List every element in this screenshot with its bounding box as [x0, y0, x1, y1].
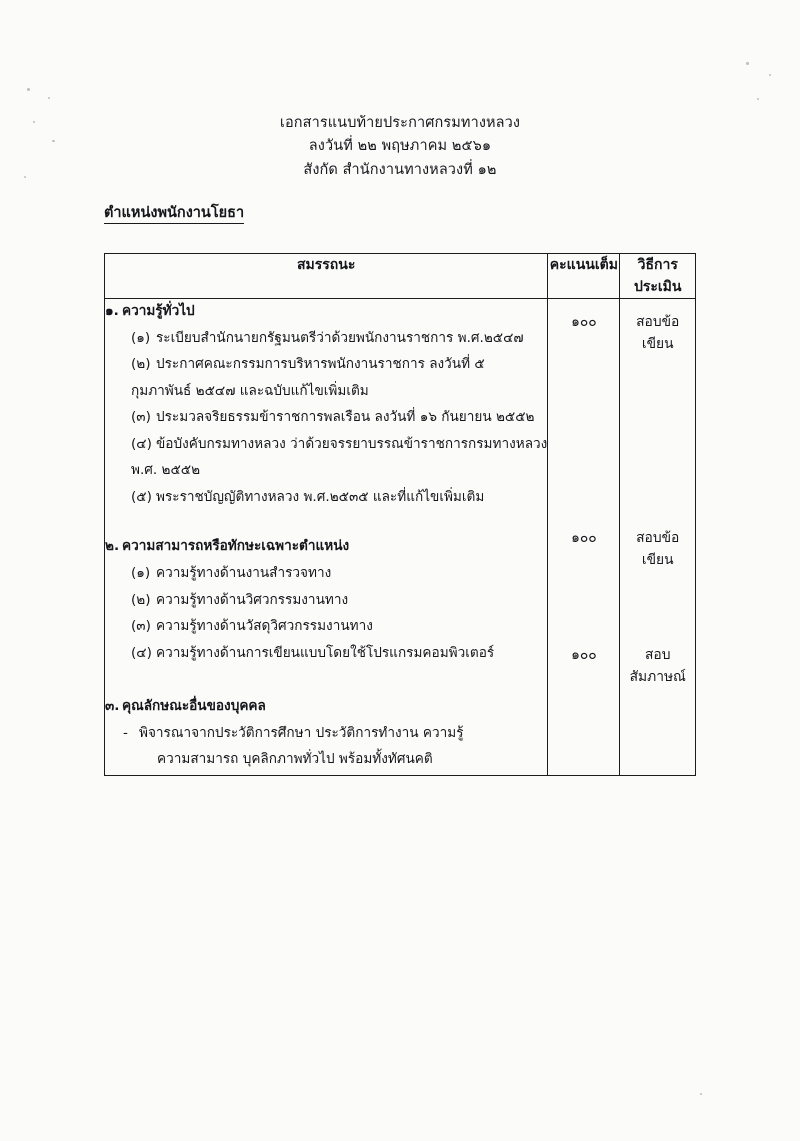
competency-cell [105, 299, 548, 776]
item-continuation: พ.ศ. ๒๕๕๒ [131, 462, 201, 479]
item-continuation: กุมภาพันธ์ ๒๕๔๗ และฉบับแก้ไขเพิ่มเติม [131, 382, 369, 399]
scan-speckle [746, 62, 749, 65]
column-header-competency: สมรรถนะ [105, 254, 548, 299]
method-cell [620, 299, 696, 776]
section-3-label: คุณลักษณะอื่นของบุคคล [122, 698, 266, 715]
section-2-title [105, 534, 547, 560]
column-header-score: คะแนนเต็ม [548, 254, 620, 299]
item-marker: (๑) [131, 329, 151, 346]
list-item [131, 404, 547, 431]
section-gap [105, 668, 547, 694]
table-header [105, 254, 696, 299]
item-text: ความรู้ทางด้านการเขียนแบบโดยใช้โปรแกรมคอมพิวเตอร์ [156, 644, 495, 661]
section-3-detail [105, 720, 547, 773]
section-1 [105, 299, 547, 510]
score-section-1: ๑๐๐ [571, 314, 597, 330]
section-2-label: ความสามารถหรือทักษะเฉพาะตำแหน่ง [122, 538, 350, 555]
method-section-1: สอบข้อเขียน [636, 314, 680, 352]
item-text: ความรู้ทางด้านวิศวกรรมงานทาง [156, 591, 349, 608]
item-text: ประมวลจริยธรรมข้าราชการพลเรือน ลงวันที่ ๑๖ กันยายน ๒๕๕๒ [156, 409, 535, 426]
table-header-row [105, 254, 696, 299]
item-text: ข้อบังคับกรมทางหลวง ว่าด้วยจรรยาบรรณข้าราชการกรมทางหลวง [156, 435, 548, 452]
section-1-number: ๑. [105, 303, 119, 319]
item-text: ระเบียบสำนักนายกรัฐมนตรีว่าด้วยพนักงานราชการ พ.ศ.๒๕๔๗ [156, 329, 524, 346]
score-section-2: ๑๐๐ [571, 530, 597, 546]
scan-speckle [700, 1093, 702, 1095]
section-3-title [105, 694, 547, 720]
header-line-1: เอกสารแนบท้ายประกาศกรมทางหลวง [279, 115, 521, 131]
item-marker: (๒) [131, 356, 151, 373]
list-item [131, 640, 547, 667]
score-cell [548, 299, 620, 776]
detail-line-1: พิจารณาจากประวัติการศึกษา ประวัติการทำงาน ความรู้ [139, 724, 464, 741]
header-line-3: สังกัด สำนักงานทางหลวงที่ ๑๒ [303, 161, 497, 178]
section-1-label: ความรู้ทั่วไป [122, 303, 195, 319]
dash-marker: - [123, 724, 128, 741]
section-1-items [105, 325, 547, 511]
section-2 [105, 534, 547, 666]
list-item [131, 325, 547, 352]
item-text: ประกาศคณะกรรมการบริหารพนักงานราชการ ลงวันที่ ๕ [156, 356, 485, 373]
header-line-2: ลงวันที่ ๒๒ พฤษภาคม ๒๕๖๑ [308, 138, 492, 155]
list-item [131, 587, 547, 614]
list-item [131, 613, 547, 640]
list-item [131, 560, 547, 587]
list-item [131, 431, 547, 458]
table-row [105, 299, 696, 776]
item-text: พระราชบัญญัติทางหลวง พ.ศ.๒๕๓๕ และที่แก้ไขเพิ่มเติม [156, 488, 485, 505]
section-3 [105, 694, 547, 773]
item-marker: (๓) [131, 409, 151, 426]
scan-speckle [769, 74, 771, 76]
detail-line-2: ความสามารถ บุคลิกภาพทั่วไป พร้อมทั้งทัศนคติ [157, 751, 433, 768]
section-2-number: ๒. [105, 538, 120, 555]
document-header [0, 112, 800, 182]
item-marker: (๑) [131, 565, 151, 582]
item-marker: (๔) [131, 435, 152, 452]
scan-speckle [48, 97, 50, 99]
section-3-number: ๓. [105, 698, 120, 715]
section-1-title [105, 299, 547, 325]
score-section-3: ๑๐๐ [571, 647, 597, 663]
method-section-2: สอบข้อเขียน [636, 530, 680, 568]
method-section-3: สอบสัมภาษณ์ [629, 647, 686, 685]
item-text: ความรู้ทางด้านวัสดุวิศวกรรมงานทาง [156, 618, 373, 635]
item-marker: (๔) [131, 644, 152, 661]
scan-speckle [757, 98, 759, 100]
competency-table [104, 253, 696, 776]
section-2-items [105, 560, 547, 666]
list-item [131, 484, 547, 511]
table-body [105, 299, 696, 776]
item-marker: (๒) [131, 591, 151, 608]
item-marker: (๓) [131, 618, 151, 635]
item-text: ความรู้ทางด้านงานสำรวจทาง [156, 565, 332, 582]
section-gap [105, 512, 547, 534]
item-marker: (๕) [131, 488, 152, 505]
column-header-method: วิธีการประเมิน [620, 254, 696, 299]
position-title: ตำแหน่งพนักงานโยธา [104, 205, 244, 224]
list-item [131, 351, 547, 378]
scan-speckle [27, 88, 30, 91]
